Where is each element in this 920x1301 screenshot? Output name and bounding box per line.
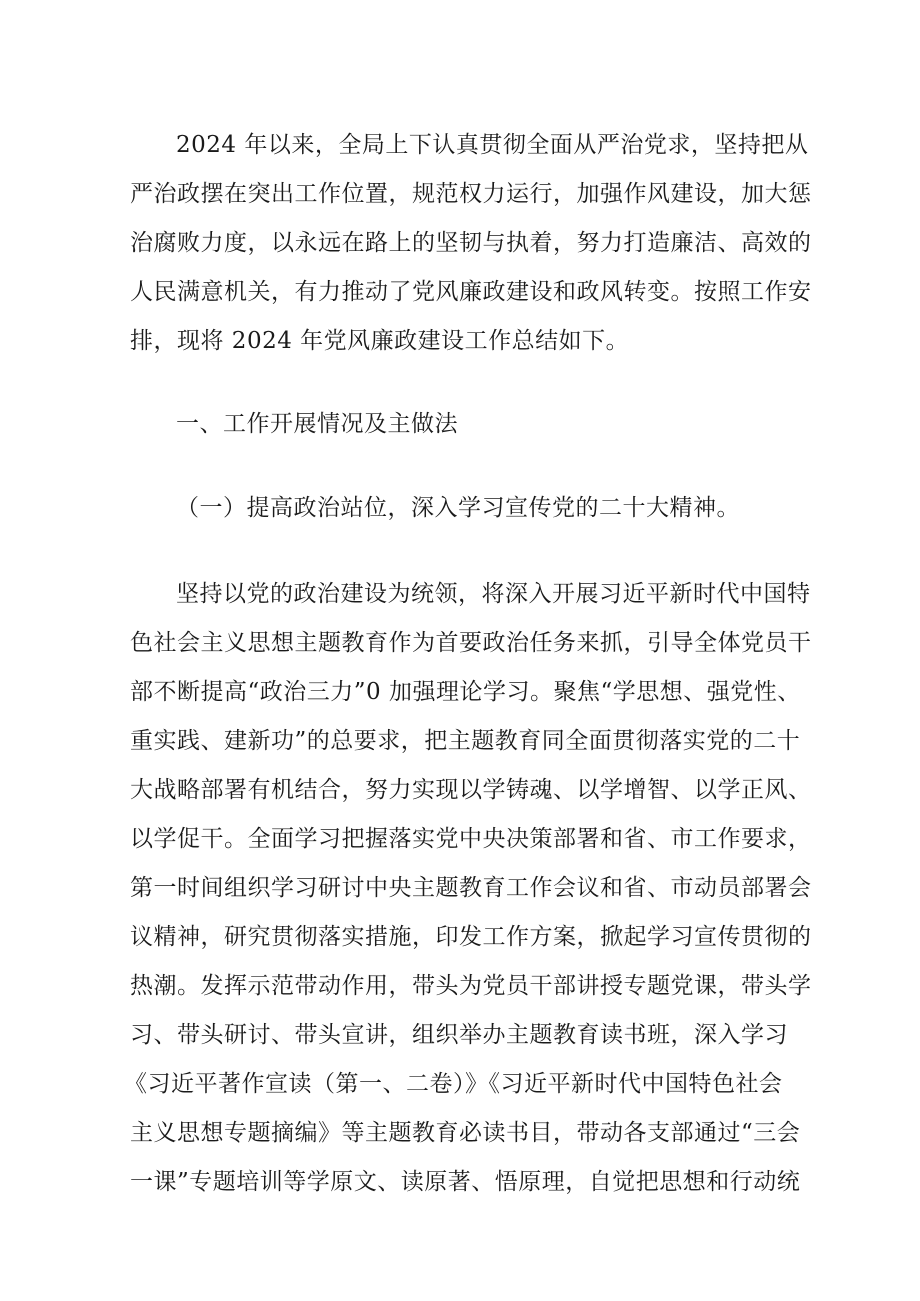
body-line-5: 大战略部署有机结合，努力实现以学铸魂、以学增智、以学正风、 [130,777,812,803]
body-line-9: 热潮。发挥示范带动作用，带头为党员干部讲授专题党课，带头学 [130,973,812,999]
body-line-8: 议精神，研究贯彻落实措施，印发工作方案，掀起学习宣传贯彻的 [130,924,812,950]
body-line-3: 部不断提高“政治三力”0 加强理论学习。聚焦“学思想、强党性、 [130,679,801,705]
body-line-10: 习、带头研讨、带头宣讲，组织举办主题教育读书班，深入学习 [130,1022,788,1048]
body-line-12: 主义思想专题摘编》等主题教育必读书目，带动各支部通过“三会 [130,1120,801,1146]
intro-line-3: 治腐败力度，以永远在路上的坚韧与执着，努力打造廉洁、高效的 [130,230,812,256]
body-line-7: 第一时间组织学习研讨中央主题教育工作会议和省、市动员部署会 [130,875,812,901]
intro-line-1: 2024 年以来，全局上下认真贯彻全面从严治党求，坚持把从 [176,132,809,158]
subsection-heading: （一）提高政治站位，深入学习宣传党的二十大精神。 [176,495,740,521]
section-heading: 一、工作开展情况及主做法 [176,411,458,437]
intro-line-5: 排，现将 2024 年党风廉政建设工作总结如下。 [130,328,630,354]
body-line-13: 一课”专题培训等学原文、读原著、悟原理，自觉把思想和行动统 [130,1169,801,1195]
intro-line-2: 严治政摆在突出工作位置，规范权力运行，加强作风建设，加大惩 [130,181,812,207]
body-line-4: 重实践、建新功”的总要求，把主题教育同全面贯彻落实党的二十 [130,728,801,754]
body-line-11: 《习近平著作宣读（第一、二卷）》《习近平新时代中国特色社会 [124,1071,783,1097]
body-line-6: 以学促干。全面学习把握落实党中央决策部署和省、市工作要求， [130,826,812,852]
intro-line-4: 人民满意机关，有力推动了党风廉政建设和政风转变。按照工作安 [130,279,812,305]
body-line-2: 色社会主义思想主题教育作为首要政治任务来抓，引导全体党员干 [130,630,812,656]
body-line-1: 坚持以党的政治建设为统领，将深入开展习近平新时代中国特 [176,581,811,607]
